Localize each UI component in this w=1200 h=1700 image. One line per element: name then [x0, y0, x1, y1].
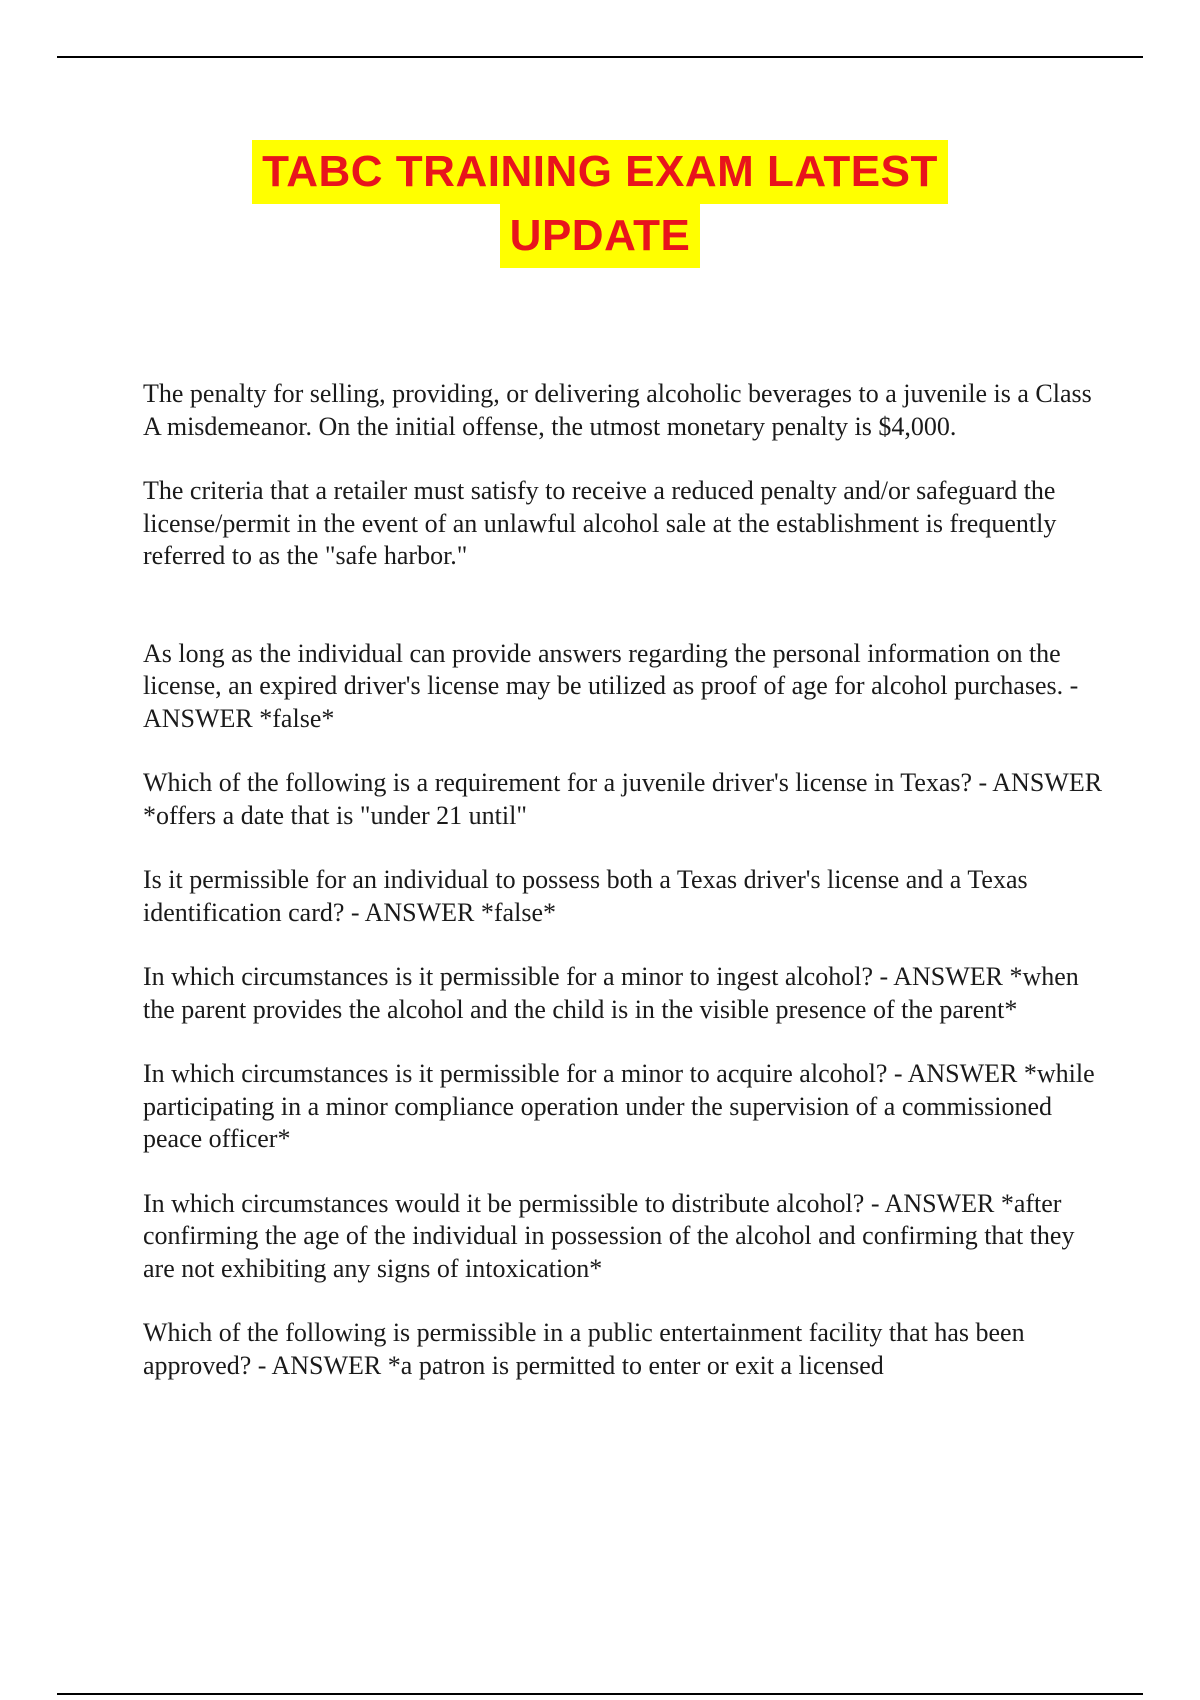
paragraph: The penalty for selling, providing, or delivering alcoholic beverages to a juvenile is a Class A misdemeanor. On the initial offense, the utmost monetary penalty is $4,000. — [143, 379, 1092, 441]
question-answer: Which of the following is a requirement for a juvenile driver's license in Texas? - ANSWER *offers a date that is "under 21 until" — [143, 768, 1103, 830]
question-answer: In which circumstances is it permissible for a minor to ingest alcohol? - ANSWER *when the parent provides the alcohol and the child is in the visible presence of the parent* — [143, 962, 1079, 1024]
question-answer: In which circumstances would it be permissible to distribute alcohol? - ANSWER *after confirming the age of the individual in possession of the alcohol and confirming that they are not exhibiting any signs of intoxication* — [143, 1188, 1075, 1283]
question-answer: Is it permissible for an individual to possess both a Texas driver's license and a Texas identification card? - ANSWER *false* — [143, 865, 1028, 927]
document-title — [150, 140, 1050, 268]
title-line-1: TABC TRAINING EXAM LATEST — [252, 140, 948, 204]
question-answer: As long as the individual can provide answers regarding the personal information on the license, an expired driver's license may be utilized as proof of age for alcohol purchases. - ANSWER *false* — [143, 638, 1079, 733]
paragraph: The criteria that a retailer must satisfy to receive a reduced penalty and/or safeguard the license/permit in the event of an unlawful alcohol sale at the establishment is frequently referred to as the "safe harbor." — [143, 476, 1057, 570]
question-answer: Which of the following is permissible in a public entertainment facility that has been approved? - ANSWER *a patron is permitted to enter or exit a licensed — [143, 1318, 1025, 1380]
top-rule — [57, 56, 1143, 58]
question-answer: In which circumstances is it permissible for a minor to acquire alcohol? - ANSWER *while participating in a minor compliance operation under the supervision of a commissioned peace officer* — [143, 1059, 1095, 1153]
bottom-rule — [57, 1693, 1143, 1695]
document-body — [143, 378, 1103, 1414]
title-line-2: UPDATE — [500, 204, 701, 268]
